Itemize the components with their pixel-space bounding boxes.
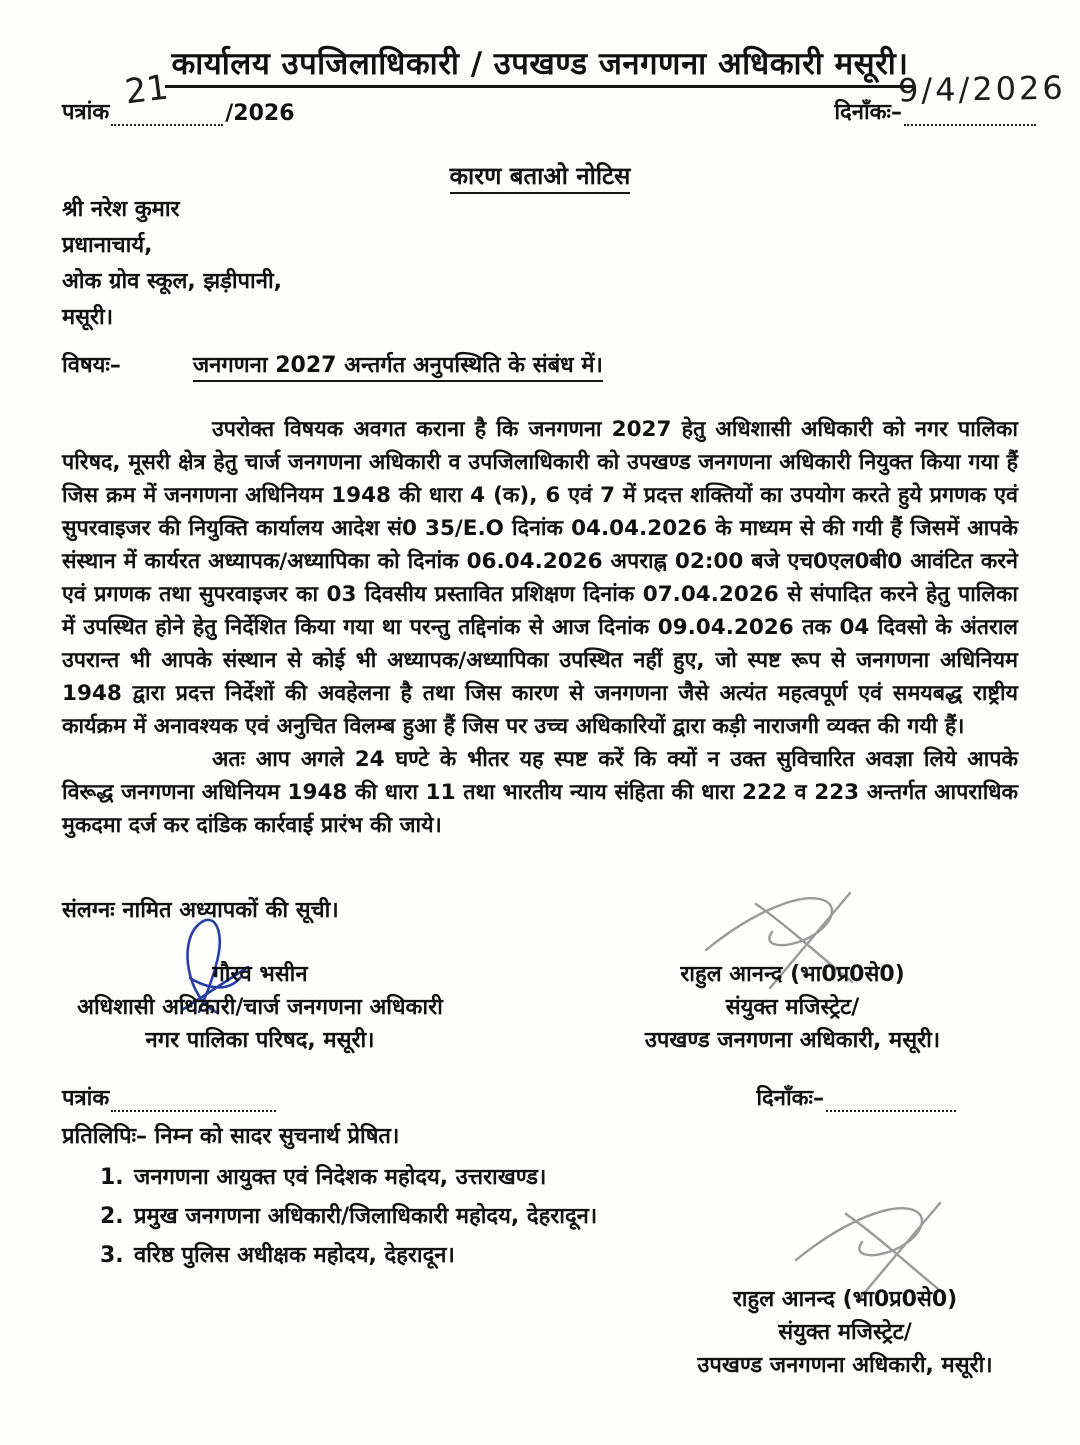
- signatory-right-name: राहुल आनन्द (भा0प्र0से0): [680, 962, 905, 987]
- body-paragraph-1: उपरोक्त विषयक अवगत कराना है कि जनगणना 2027 हेतु अधिशासी अधिकारी को नगर पालिका परिषद, मूसरी क्षेत्र हेतु चार्ज जनगणना अधिकारी व उपजिलाधिकारी को उपखण्ड जनगणना अधिकारी नियुक्त किया गया हैं जिस क्रम में जनगणना अधिनियम 1948 की धारा 4 (क), 6 एवं 7 में प्रदत्त शक्तियों का उपयोग करते हुये प्रगणक एवं सुपरवाइजर की नियुक्ति कार्यालय आदेश सं0 35/E.O दिनांक 04.04.2026 के माध्यम से की गयी हैं जिसमें आपके संस्थान में कार्यरत अध्यापक/अध्यापिका को दिनांक 06.04.2026 अपराह्न 02:00 बजे एच0एल0बी0 आवंटित करने एवं प्रगणक तथा सुपरवाइजर का 03 दिवसीय प्रस्तावित प्रशिक्षण दिनांक 07.04.2026 से संपादित करने हेतु पालिका में उपस्थित होने हेतु निर्देशित किया गया था परन्तु तद्दिनांक से आज दिनांक 09.04.2026 तक 04 दिवसो के अंतराल उपरान्त भी आपके संस्थान से कोई भी अध्यापक/अध्यापिका उपस्थित नहीं हुए, जो स्पष्ट रूप से जनगणना अधिनियम 1948 द्वारा प्रदत्त निर्देशों की अवहेलना है तथा जिस कारण से जनगणना जैसे अत्यंत महत्वपूर्ण एवं समयबद्ध राष्ट्रीय कार्यक्रम में अनावश्यक एवं अनुचित विलम्ब हुआ हैं जिस पर उच्च अधिकारियों द्वारा कड़ी नाराजगी व्यक्त की गयी हैं।: [62, 417, 1018, 739]
- footer-date-label: दिनाँकः–: [756, 1086, 824, 1111]
- copy-item-text: प्रमुख जनगणना अधिकारी/जिलाधिकारी महोदय, देहरादून।: [134, 1204, 598, 1229]
- signatory-left-office: नगर पालिका परिषद, मसूरी।: [145, 1028, 375, 1053]
- date-label: दिनाँकः–: [834, 100, 902, 125]
- signatory-left-designation: अधिशासी अधिकारी/चार्ज जनगणना अधिकारी: [77, 995, 443, 1020]
- addressee-line: श्री नरेश कुमार: [62, 197, 180, 222]
- copy-distribution-list: [100, 1158, 597, 1275]
- copy-list-item: [100, 1236, 597, 1275]
- reference-row-top: [62, 67, 1067, 126]
- date-handwritten: 9/4/2026: [897, 68, 1067, 110]
- letter-number-group: [62, 67, 295, 126]
- signatory-right-block: [595, 958, 990, 1057]
- addressee-line: मसूरी।: [62, 305, 114, 330]
- addressee-line: ओक ग्रोव स्कूल, झड़ीपानी,: [62, 269, 283, 294]
- footer-date-dotted-line: [826, 1086, 956, 1112]
- signatory-right-office: उपखण्ड जनगणना अधिकारी, मसूरी।: [644, 1028, 941, 1053]
- notice-title: कारण बताओ नोटिस: [450, 162, 631, 194]
- footer-date-group: [756, 1082, 958, 1112]
- letter-number-dotted-line: [111, 67, 223, 126]
- copy-item-text: वरिष्ठ पुलिस अधीक्षक महोदय, देहरादून।: [134, 1243, 455, 1268]
- signatory-bottom-designation: संयुक्त मजिस्ट्रेट/: [778, 1320, 912, 1345]
- copy-list-item: [100, 1158, 597, 1197]
- addressee-block: [62, 192, 282, 336]
- subject-text: जनगणना 2027 अन्तर्गत अनुपस्थिति के संबंध में।: [193, 353, 603, 382]
- enclosure-note: संलग्नः नामित अध्यापकों की सूची।: [62, 898, 339, 923]
- letter-number-year: /2026: [225, 101, 295, 126]
- reference-row-bottom: [62, 1082, 958, 1112]
- signatory-left-block: [35, 958, 485, 1057]
- footer-letter-number-label: पत्रांक: [62, 1086, 110, 1111]
- date-dotted-line: [897, 68, 1067, 126]
- addressee-line: प्रधानाचार्य,: [62, 233, 153, 258]
- footer-letter-number-group: [62, 1082, 278, 1112]
- office-header-title: कार्यालय उपजिलाधिकारी / उपखण्ड जनगणना अधिकारी मसूरी।: [165, 46, 914, 88]
- signatory-bottom-office: उपखण्ड जनगणना अधिकारी, मसूरी।: [697, 1353, 993, 1378]
- date-group: [834, 68, 1067, 126]
- signatory-left-name: गौरव भसीन: [212, 962, 308, 987]
- copy-item-text: जनगणना आयुक्त एवं निदेशक महोदय, उत्तराखण्ड।: [134, 1165, 547, 1190]
- signatory-bottom-name: राहुल आनन्द (भा0प्र0से0): [732, 1287, 958, 1312]
- copy-list-item: [100, 1197, 597, 1236]
- copy-item-number: 2.: [100, 1204, 124, 1229]
- copy-item-number: 1.: [100, 1165, 124, 1190]
- body-paragraph-2: अतः आप अगले 24 घण्टे के भीतर यह स्पष्ट करें कि क्यों न उक्त सुविचारित अवज्ञा लिये आपके विरूद्ध जनगणना अधिनियम 1948 की धारा 11 तथा भारतीय न्याय संहिता की धारा 222 व 223 अन्तर्गत आपराधिक मुकदमा दर्ज कर दांडिक कार्रवाई प्रारंभ की जाये।: [62, 747, 1018, 838]
- signatory-right-designation: संयुक्त मजिस्ट्रेट/: [725, 995, 860, 1020]
- subject-row: [62, 349, 603, 379]
- subject-label: विषयः–: [62, 353, 121, 378]
- letter-number-handwritten: 21: [122, 67, 171, 113]
- notice-title-row: [0, 159, 1080, 192]
- copy-distribution-heading: प्रतिलिपिः– निम्न को सादर सुचनार्थ प्रेषित।: [62, 1124, 400, 1149]
- footer-letter-number-dotted-line: [111, 1086, 276, 1112]
- signatory-bottom-block: [645, 1283, 1045, 1382]
- letter-body: [62, 413, 1018, 842]
- copy-item-number: 3.: [100, 1243, 124, 1268]
- letter-number-label: पत्रांक: [62, 100, 110, 125]
